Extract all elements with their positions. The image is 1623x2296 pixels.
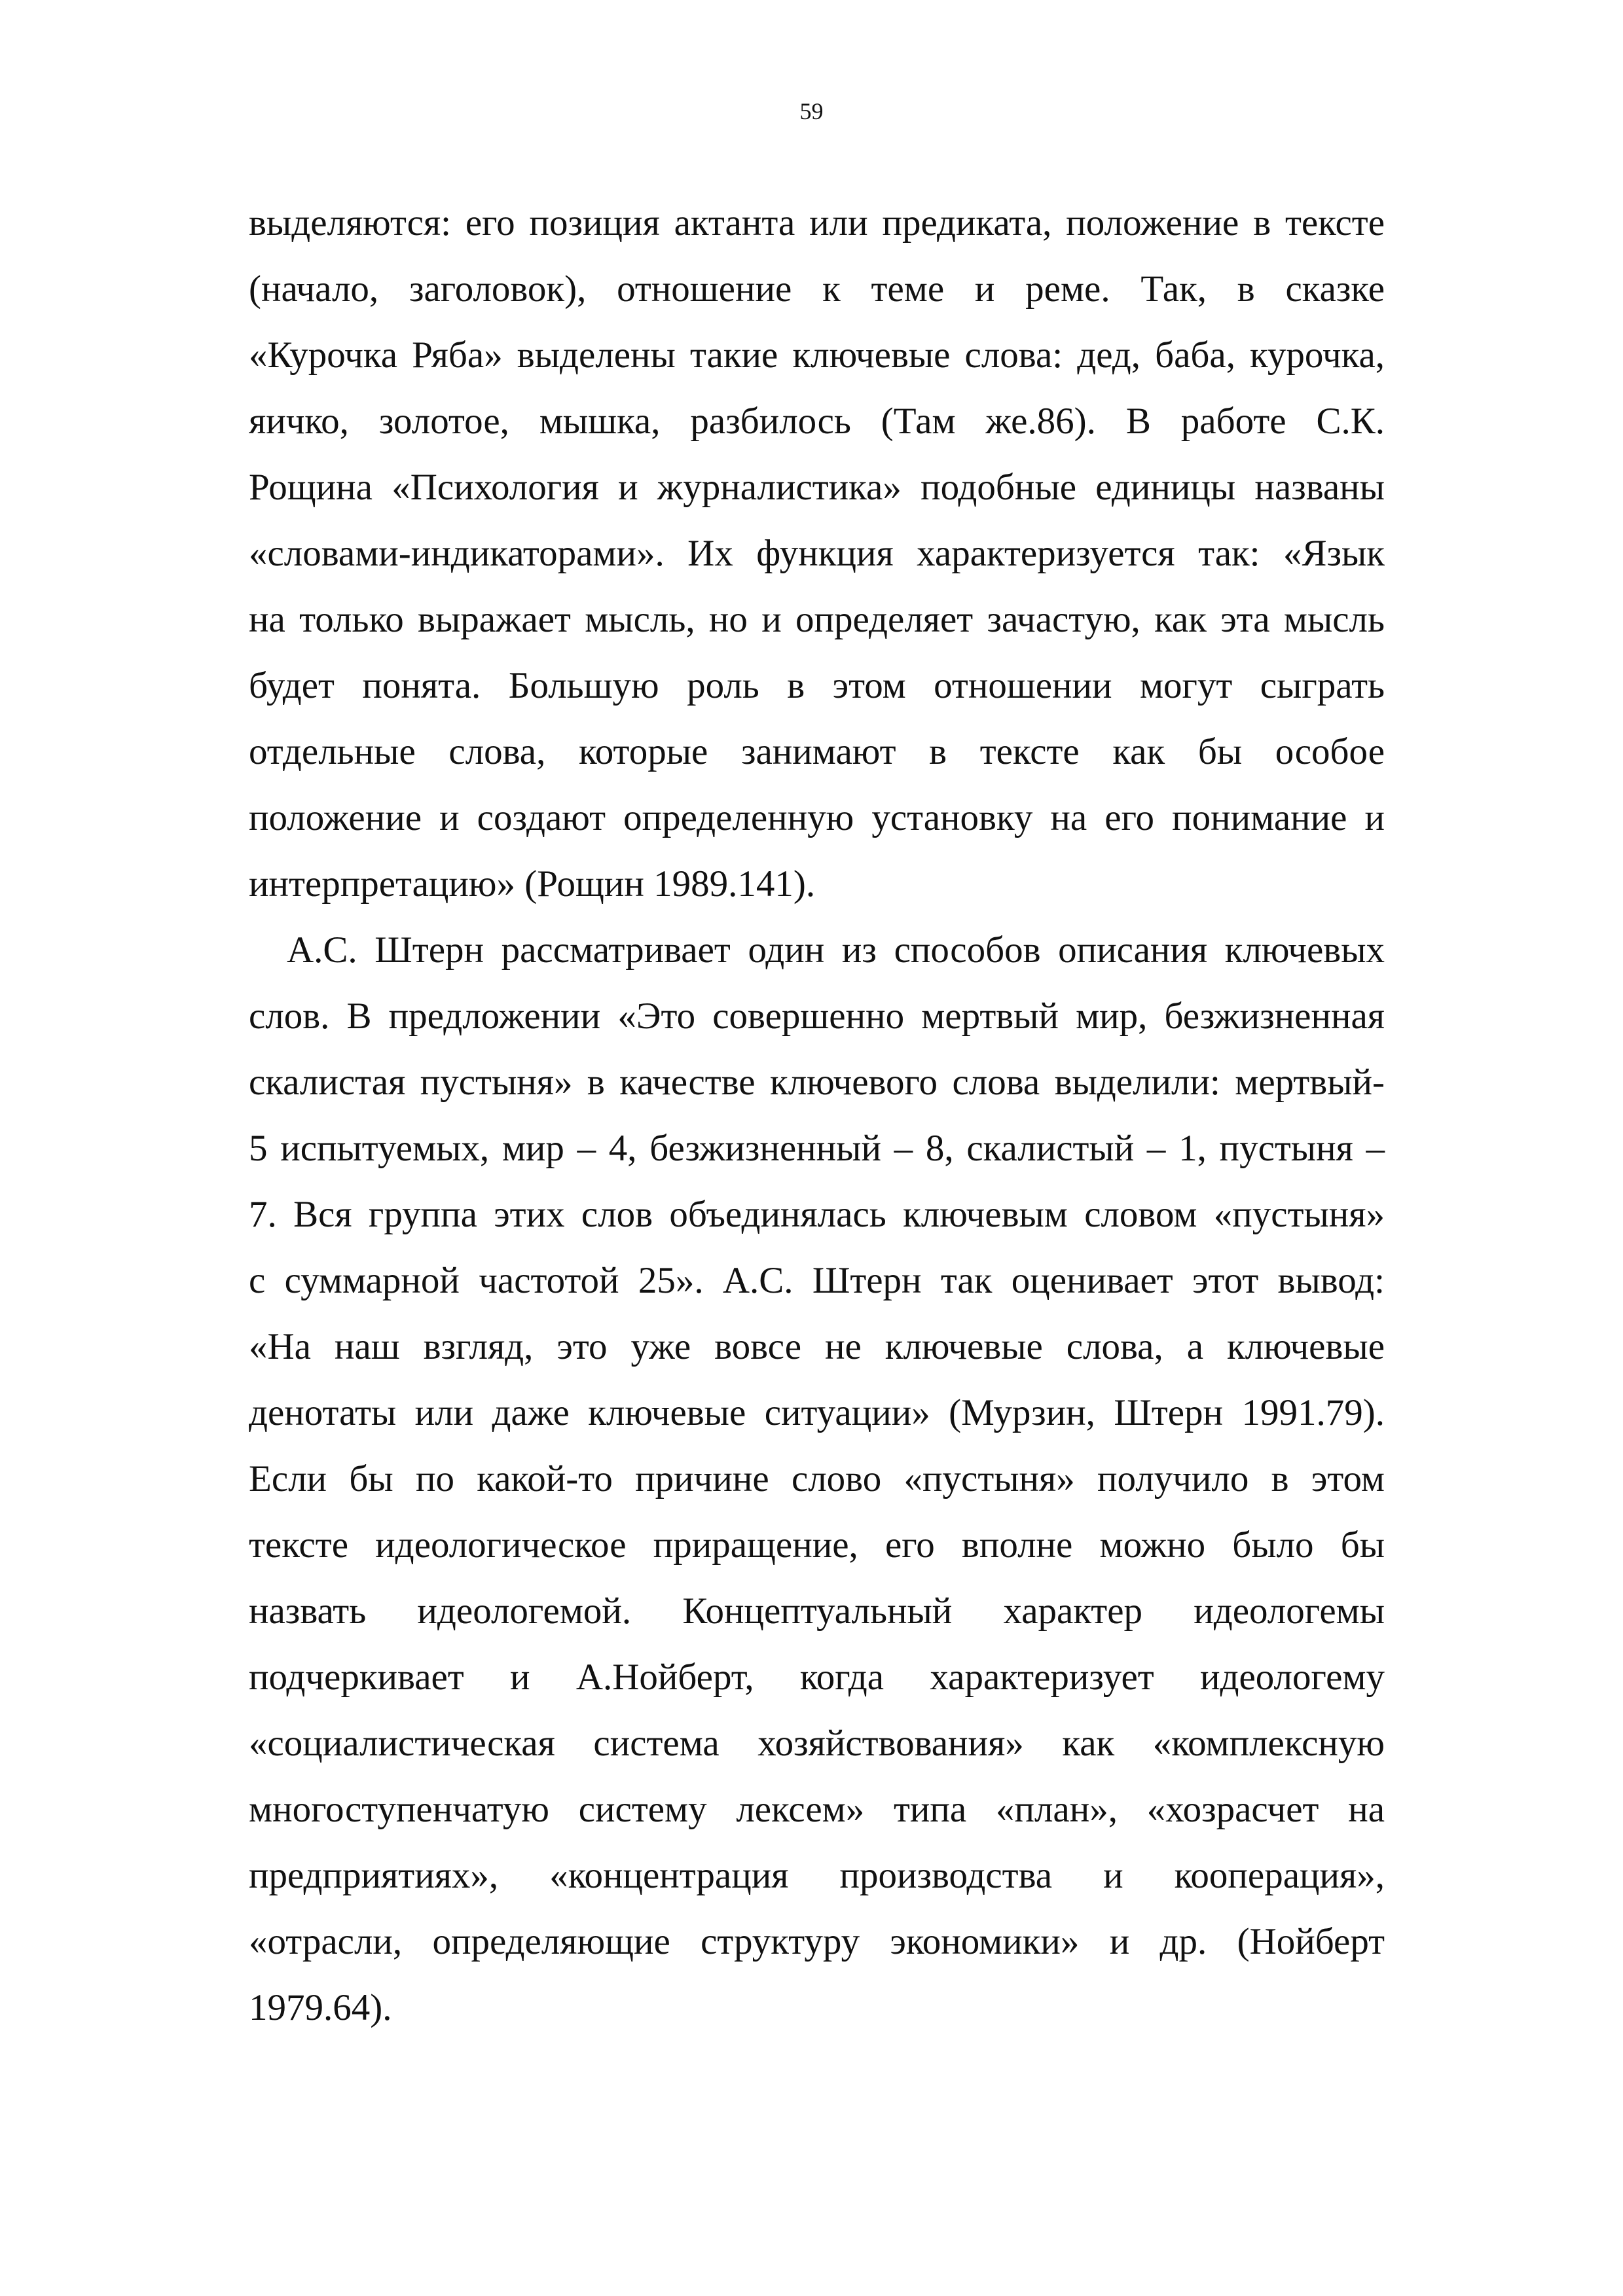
text-line: выделяются: его позиция актанта или предиката, положение в тексте (249, 202, 1385, 243)
text-line: будет понята. Большую роль в этом отношении могут сыграть (249, 665, 1385, 706)
paragraph-1 (249, 190, 1385, 917)
text-line: положение и создают определенную установку на его понимание и (249, 797, 1385, 838)
text-line: денотаты или даже ключевые ситуации» (Мурзин, Штерн 1991.79). (249, 1392, 1385, 1433)
text-line: многоступенчатую систему лексем» типа «план», «хозрасчет на (249, 1789, 1385, 1830)
paragraph-2 (249, 917, 1385, 2041)
text-line: скалистая пустыня» в качестве ключевого слова выделили: мертвый- (249, 1062, 1385, 1103)
text-body (249, 190, 1385, 2041)
text-line: Рощина «Психология и журналистика» подобные единицы названы (249, 467, 1385, 508)
text-line: 1979.64). (249, 1987, 392, 2028)
text-line: яичко, золотое, мышка, разбилось (Там же.86). В работе С.К. (249, 401, 1385, 442)
text-line: тексте идеологическое приращение, его вполне можно было бы (249, 1524, 1385, 1566)
text-line: А.С. Штерн рассматривает один из способов описания ключевых (287, 929, 1385, 971)
text-line: 5 испытуемых, мир – 4, безжизненный – 8, скалистый – 1, пустыня – (249, 1128, 1385, 1169)
page-number: 59 (799, 98, 824, 124)
text-line: с суммарной частотой 25». А.С. Штерн так оценивает этот вывод: (249, 1260, 1385, 1301)
text-line: слов. В предложении «Это совершенно мертвый мир, безжизненная (249, 996, 1385, 1037)
text-line: предприятиях», «концентрация производства и кооперация», (249, 1855, 1385, 1896)
text-line: назвать идеологемой. Концептуальный характер идеологемы (249, 1590, 1385, 1632)
text-line: отдельные слова, которые занимают в тексте как бы особое (249, 731, 1385, 772)
text-line: «социалистическая система хозяйствования» как «комплексную (249, 1723, 1385, 1764)
text-line: подчеркивает и А.Нойберт, когда характеризует идеологему (249, 1657, 1385, 1698)
text-line: (начало, заголовок), отношение к теме и реме. Так, в сказке (249, 268, 1385, 310)
text-line: «На наш взгляд, это уже вовсе не ключевые слова, а ключевые (249, 1326, 1385, 1367)
text-line: 7. Вся группа этих слов объединялась ключевым словом «пустыня» (249, 1194, 1385, 1235)
text-line: «отрасли, определяющие структуру экономики» и др. (Нойберт (249, 1921, 1385, 1962)
text-line: на только выражает мысль, но и определяет зачастую, как эта мысль (249, 599, 1385, 640)
text-line: интерпретацию» (Рощин 1989.141). (249, 863, 816, 905)
text-line: «словами-индикаторами». Их функция характеризуется так: «Язык (249, 533, 1385, 574)
text-line: «Курочка Ряба» выделены такие ключевые слова: дед, баба, курочка, (249, 334, 1385, 376)
text-line: Если бы по какой-то причине слово «пустыня» получило в этом (249, 1458, 1385, 1499)
